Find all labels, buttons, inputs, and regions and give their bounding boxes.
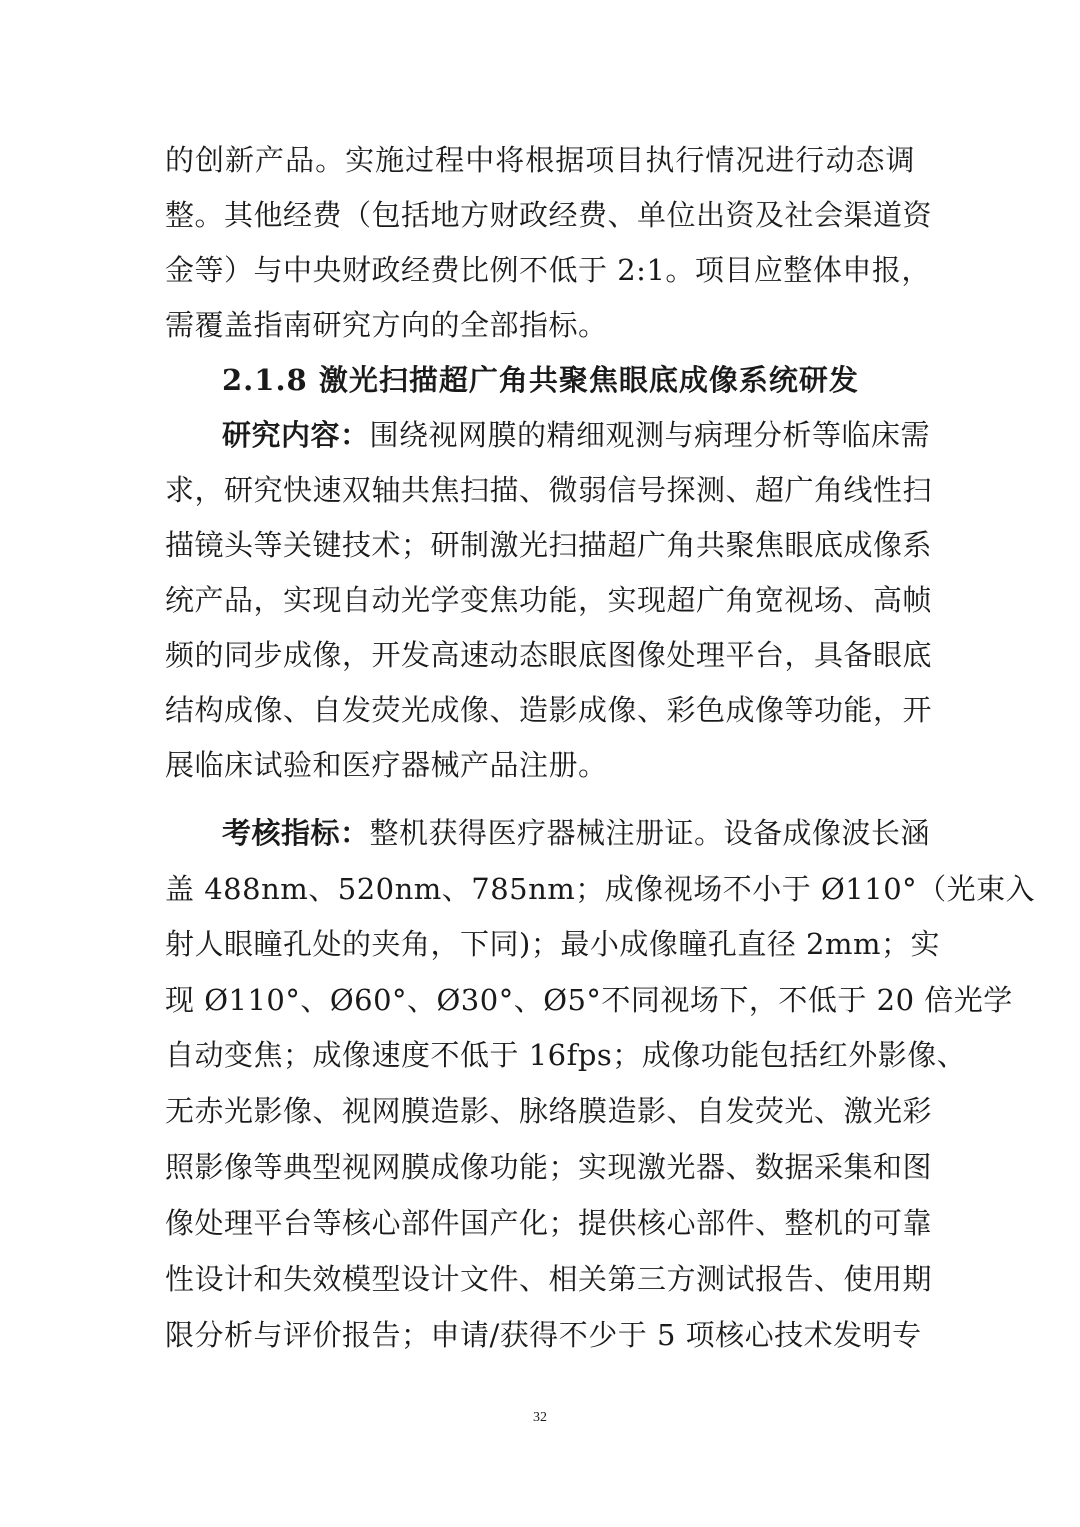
intro-line-3: 金等）与中央财政经费比例不低于 2:1。项目应整体申报，: [165, 253, 931, 287]
research-line-5: 频的同步成像，开发高速动态眼底图像处理平台，具备眼底: [165, 638, 933, 672]
research-line-4: 统产品，实现自动光学变焦功能，实现超广角宽视场、高帧: [165, 583, 933, 617]
assessment-line-5: 自动变焦；成像速度不低于 16fps；成像功能包括红外影像、: [165, 1038, 967, 1072]
intro-line-4: 需覆盖指南研究方向的全部指标。: [165, 308, 608, 342]
assessment-line-3: 射人眼瞳孔处的夹角，下同)；最小成像瞳孔直径 2mm；实: [165, 927, 940, 961]
assessment-line-8: 像处理平台等核心部件国产化；提供核心部件、整机的可靠: [165, 1206, 933, 1240]
intro-line-2: 整。其他经费（包括地方财政经费、单位出资及社会渠道资: [165, 198, 933, 232]
assessment-line-2: 盖 488nm、520nm、785nm；成像视场不小于 Ø110°（光束入: [165, 872, 1036, 906]
research-label: 研究内容：: [222, 418, 370, 452]
assessment-line-6: 无赤光影像、视网膜造影、脉络膜造影、自发荧光、激光彩: [165, 1094, 933, 1128]
assessment-line-4: 现 Ø110°、Ø60°、Ø30°、Ø5°不同视场下，不低于 20 倍光学: [165, 983, 1013, 1017]
page-number: 32: [533, 1410, 547, 1425]
research-first-text: 围绕视网膜的精细观测与病理分析等临床需: [369, 418, 931, 452]
assessment-first-line: [222, 808, 931, 858]
intro-line-1: 的创新产品。实施过程中将根据项目执行情况进行动态调: [165, 143, 915, 177]
research-line-6: 结构成像、自发荧光成像、造影成像、彩色成像等功能，开: [165, 693, 933, 727]
assessment-label: 考核指标：: [222, 816, 370, 850]
assessment-line-9: 性设计和失效模型设计文件、相关第三方测试报告、使用期: [165, 1262, 933, 1296]
section-heading: 2.1.8 激光扫描超广角共聚焦眼底成像系统研发: [222, 363, 859, 397]
assessment-line-10: 限分析与评价报告；申请/获得不少于 5 项核心技术发明专: [165, 1318, 922, 1352]
assessment-line-7: 照影像等典型视网膜成像功能；实现激光器、数据采集和图: [165, 1150, 933, 1184]
research-line-2: 求，研究快速双轴共焦扫描、微弱信号探测、超广角线性扫: [165, 473, 933, 507]
research-first-line: [222, 410, 931, 460]
research-line-3: 描镜头等关键技术；研制激光扫描超广角共聚焦眼底成像系: [165, 528, 933, 562]
assessment-first-text: 整机获得医疗器械注册证。设备成像波长涵: [369, 816, 931, 850]
research-line-7: 展临床试验和医疗器械产品注册。: [165, 748, 608, 782]
